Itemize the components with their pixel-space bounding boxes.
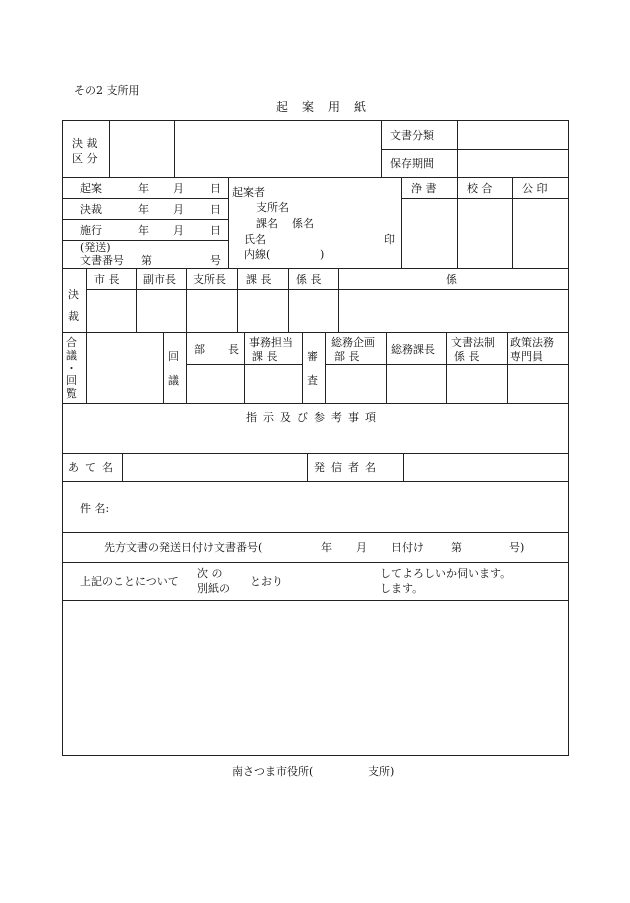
consult-label: 回 xyxy=(66,374,77,387)
consult-label: 議 xyxy=(66,349,77,362)
hassou-label: (発送) xyxy=(80,241,111,254)
approval-label: 決 裁 xyxy=(68,288,79,323)
ref-month: 月 xyxy=(356,541,367,554)
naisen-label: 内線( xyxy=(244,248,271,261)
bunsho-bunrui-label: 文書分類 xyxy=(390,129,434,142)
ref-year: 年 xyxy=(321,541,332,554)
date-year: 年 xyxy=(138,224,149,237)
col-seisaku-houmu: 専門員 xyxy=(510,350,543,363)
shinsa-label: 査 xyxy=(307,374,318,387)
ref-go: 号) xyxy=(509,541,525,554)
col-bunsho-housei: 係 長 xyxy=(454,350,480,363)
kougou-label: 校 合 xyxy=(467,182,493,195)
shisho-label: 支所名 xyxy=(256,201,289,214)
bunsho-bango-label: 文書番号 xyxy=(80,254,124,267)
date-day: 日 xyxy=(210,182,221,195)
go-label: 号 xyxy=(210,254,221,267)
footer-branch: 支所) xyxy=(368,765,395,778)
kaigi-label: 議 xyxy=(168,374,179,387)
proposal-toori: とおり xyxy=(250,575,283,588)
proposal-opt2: 別紙の xyxy=(197,582,230,595)
kouin-label: 公 印 xyxy=(522,182,548,195)
ate-label: あて名 xyxy=(68,461,119,474)
date-day: 日 xyxy=(210,224,221,237)
col-kakarichou: 係 長 xyxy=(296,273,322,286)
col-kakari: 係 xyxy=(446,273,457,286)
col-seisaku-houmu: 政策法務 xyxy=(510,336,554,349)
col-soumu-kachou: 総務課長 xyxy=(391,343,435,356)
col-shichou: 市 長 xyxy=(94,273,120,286)
subject-label: 件 名: xyxy=(80,502,110,515)
drafter-heading: 起案者 xyxy=(232,186,265,199)
col-buchou: 長 xyxy=(228,343,239,356)
proposal-lead: 上記のことについて xyxy=(80,575,179,588)
date-year: 年 xyxy=(138,203,149,216)
dai-label: 第 xyxy=(141,254,152,267)
ref-dai: 第 xyxy=(451,541,462,554)
footer-office: 南さつま市役所( xyxy=(232,765,314,778)
col-soumu-kikaku: 部 長 xyxy=(334,350,360,363)
consult-label: ・ xyxy=(66,362,77,375)
date-label-shikou: 施行 xyxy=(80,224,102,237)
col-jimu-tantou: 課 長 xyxy=(252,350,278,363)
ref-day: 日付け xyxy=(391,541,424,554)
form-number: その2 支所用 xyxy=(74,84,140,97)
date-year: 年 xyxy=(138,182,149,195)
col-kachou: 課 長 xyxy=(246,273,272,286)
kaigi-label: 回 xyxy=(168,350,179,363)
proposal-end1: してよろしいか伺います。 xyxy=(380,567,512,580)
proposal-end2: します。 xyxy=(380,582,424,595)
page-title: 起案用紙 xyxy=(276,100,381,114)
jousho-label: 浄 書 xyxy=(411,182,437,195)
date-month: 月 xyxy=(173,224,184,237)
kessai-kubun-label-1: 決 裁 xyxy=(72,137,98,150)
date-month: 月 xyxy=(173,182,184,195)
consult-label: 合 xyxy=(66,336,77,349)
date-day: 日 xyxy=(210,203,221,216)
col-shishochou: 支所長 xyxy=(193,273,226,286)
in-label: 印 xyxy=(384,233,395,246)
col-buchou: 部 xyxy=(194,343,205,356)
date-label-kessai: 決裁 xyxy=(80,203,102,216)
consult-label: 覧 xyxy=(66,387,77,400)
col-jimu-tantou: 事務担当 xyxy=(249,336,293,349)
date-label-kian: 起案 xyxy=(80,182,102,195)
col-fukushichou: 副市長 xyxy=(143,273,176,286)
kessai-kubun-label-2: 区 分 xyxy=(72,152,98,165)
col-soumu-kikaku: 総務企画 xyxy=(331,336,375,349)
hozon-kikan-label: 保存期間 xyxy=(390,157,434,170)
ka-label: 課名 xyxy=(256,217,278,230)
col-bunsho-housei: 文書法制 xyxy=(451,336,495,349)
shimei-label: 氏名 xyxy=(244,233,266,246)
date-month: 月 xyxy=(173,203,184,216)
naisen-close: ) xyxy=(320,248,325,261)
proposal-opt1: 次 の xyxy=(197,567,223,580)
shinsa-label: 審 xyxy=(307,350,318,363)
ref-doc-label: 先方文書の発送日付け文書番号( xyxy=(104,541,263,554)
instructions-label: 指示及び参考事項 xyxy=(246,411,382,424)
sender-label: 発信者名 xyxy=(314,461,382,474)
kakari-label: 係名 xyxy=(292,217,314,230)
